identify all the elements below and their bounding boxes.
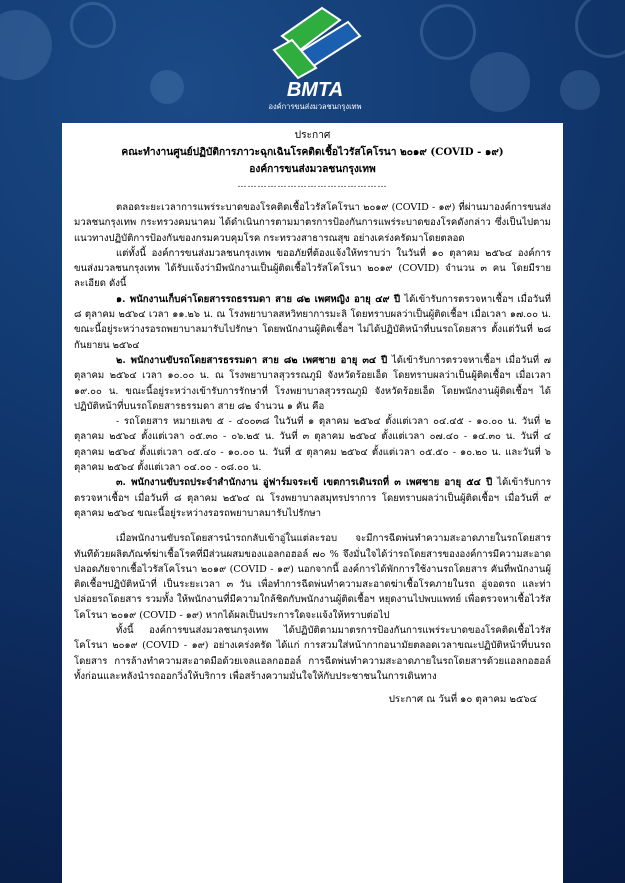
intro-paragraph: ตลอดระยะเวลาการแพร่ระบาดของโรคติดเชื้อไวรัสโคโรนา ๒๐๑๙ (COVID - ๑๙) ที่ผ่านมาองค์การขนส่งมวลชนกรุงเทพ กระทรวงคมนาคม ได้ดำเนินการตามมาตรการป้องกันการแพร่ระบาดของโรคดังกล่าว ซึ่งเป็นไปตามแนวทางปฏิบัติการป้องกันของกรมควบคุมโรค กระทรวงสาธารณสุข อย่างเคร่งครัดมาโดยตลอด bbox=[74, 202, 551, 244]
logo-subtext: องค์การขนส่งมวลชนกรุงเทพ bbox=[268, 102, 362, 111]
case-2-body: ได้เข้ารับการตรวจหาเชื้อฯ เมื่อวันที่ ๗ ตุลาคม ๒๕๖๔ เวลา ๑๐.๐๐ น. ณ โรงพยาบาลสุวรรณภูมิ จังหวัดร้อยเอ็ด โดยทราบผลว่าเป็นผู้ติดเชื้อฯ เมื่อเวลา ๑๙.๐๐ น. ขณะนี้อยู่ระหว่างเข้ารับการรักษาที่ โรงพยาบาลสุวรรณภูมิ จังหวัดร้อยเอ็ด โดยพนักงานผู้ติดเชื้อฯ ได้ปฏิบัติหน้าที่บนรถโดยสารธรรมดา สาย ๘๒ จำนวน ๑ คัน คือ bbox=[74, 354, 551, 412]
virus-icon bbox=[0, 10, 52, 80]
announcement-content bbox=[62, 123, 563, 708]
virus-icon bbox=[470, 52, 530, 112]
dotted-divider: ……………………………………… bbox=[237, 180, 388, 190]
virus-icon bbox=[150, 70, 184, 104]
case-3 bbox=[74, 475, 551, 521]
intro-paragraph-2: แต่ทั้งนี้ องค์การขนส่งมวลชนกรุงเทพ ขออภัยที่ต้องแจ้งให้ทราบว่า ในวันที่ ๑๐ ตุลาคม ๒๕๖๔ องค์การขนส่งมวลชนกรุงเทพ ได้รับแจ้งว่ามีพนักงานเป็นผู้ติดเชื้อไวรัสโคโรนา ๒๐๑๙ (COVID) จำนวน ๓ คน โดยมีรายละเอียด ดังนี้ bbox=[74, 247, 551, 290]
logo-text: BMTA bbox=[286, 79, 344, 101]
measures-paragraph-2: ทั้งนี้ องค์การขนส่งมวลชนกรุงเทพ ได้ปฏิบัติตามมาตรการป้องกันการแพร่ระบาดของโรคติดเชื้อไวรัสโคโรนา ๒๐๑๙ (COVID - ๑๙) อย่างเคร่งครัด ได้แก่ การสวมใส่หน้ากากอนามัยตลอดเวลาขณะปฏิบัติหน้าที่บนรถโดยสาร การล้างทำความสะอาดมือด้วยเจลแอลกอฮอล์ การฉีดพ่นทำความสะอาดภายในรถโดยสารด้วยแอลกอฮอล์ ทั้งก่อนและหลังนำรถออกวิ่งให้บริการ เพื่อสร้างความมั่นใจให้กับประชาชนในการเดินทาง bbox=[74, 625, 551, 682]
virus-icon bbox=[575, 0, 625, 58]
announcement-paper bbox=[62, 123, 563, 883]
signoff-date: ประกาศ ณ วันที่ ๑๐ ตุลาคม ๒๕๖๔ bbox=[388, 694, 537, 706]
doc-subtitle: คณะทำงานศูนย์ปฏิบัติการภาวะฉุกเฉินโรคติดเชื้อไวรัสโคโรนา ๒๐๑๙ (COVID - ๑๙) bbox=[121, 146, 504, 158]
case-2 bbox=[74, 353, 551, 414]
measures-paragraph: เมื่อพนักงานขับรถโดยสารนำรถกลับเข้าอู่ในแต่ละรอบ จะมีการฉีดพ่นทำความสะอาดภายในรถโดยสารทันทีด้วยผลิตภัณฑ์ฆ่าเชื้อโรคที่มีส่วนผสมของแอลกอฮอล์ ๗๐ % จึงมั่นใจได้ว่ารถโดยสารขององค์การมีความสะอาด ปลอดภัยจากเชื้อไวรัสโคโรนา ๒๐๑๙ (COVID - ๑๙) นอกจากนี้ องค์การได้พักการใช้งานรถโดยสาร คันที่พนักงานผู้ติดเชื้อฯปฏิบัติหน้าที่ เป็นระยะเวลา ๓ วัน เพื่อทำการฉีดพ่นทำความสะอาดฆ่าเชื้อโรคภายในรถ อู่จอดรถ และท่าปล่อยรถโดยสาร รวมทั้ง ให้พนักงานที่มีความใกล้ชิดกับพนักงานผู้ติดเชื้อฯ หยุดงานไปพบแพทย์ เพื่อตรวจหาเชื้อไวรัสโคโรนา ๒๐๑๙ (COVID - ๑๙) หากได้ผลเป็นประการใดจะแจ้งให้ทราบต่อไป bbox=[74, 533, 551, 621]
case-2-heading: ๒. พนักงานขับรถโดยสารธรรมดา สาย ๘๒ เพศชาย อายุ ๓๔ ปี bbox=[116, 354, 388, 366]
header-banner bbox=[0, 0, 625, 118]
bmta-logo bbox=[260, 6, 370, 114]
case-2-bus-schedule: - รถโดยสาร หมายเลข ๕ - ๔๐๐๓๘ ในวันที่ ๑ ตุลาคม ๒๕๖๔ ตั้งแต่เวลา ๐๔.๔๕ - ๑๐.๐๐ น. วันที่ ๒ ตุลาคม ๒๕๖๔ ตั้งแต่เวลา ๐๕.๓๐ - ๐๖.๒๕ น. วันที่ ๓ ตุลาคม ๒๕๖๔ ตั้งแต่เวลา ๐๗.๔๐ - ๑๔.๓๐ น. วันที่ ๔ ตุลาคม ๒๕๖๔ ตั้งแต่เวลา ๐๕.๔๐ - ๑๐.๐๐ น. วันที่ ๕ ตุลาคม ๒๕๖๔ ตั้งแต่เวลา ๐๕.๕๐ - ๑๐.๒๐ น. และวันที่ ๖ ตุลาคม ๒๕๖๔ ตั้งแต่เวลา ๐๔.๐๐ - ๐๘.๐๐ น. bbox=[74, 416, 551, 474]
doc-title: ประกาศ bbox=[294, 130, 331, 141]
virus-icon bbox=[70, 2, 116, 48]
virus-icon bbox=[420, 4, 476, 60]
doc-organization: องค์การขนส่งมวลชนกรุงเทพ bbox=[249, 163, 376, 175]
case-3-heading: ๓. พนักงานขับรถประจำสำนักงาน อู่ฟาร์มจระเข้ เขตการเดินรถที่ ๓ เพศชาย อายุ ๕๔ ปี bbox=[116, 477, 493, 489]
case-1 bbox=[74, 292, 551, 353]
case-1-body: ได้เข้ารับการตรวจหาเชื้อฯ เมื่อวันที่ ๘ ตุลาคม ๒๕๖๔ เวลา ๑๑.๒๖ น. ณ โรงพยาบาลสหวิทยาการมะลิ โดยทราบผลว่าเป็นผู้ติดเชื้อฯ เมื่อเวลา ๑๗.๐๐ น. ขณะนี้อยู่ระหว่างรอรถพยาบาลมารับไปรักษา โดยพนักงานผู้ติดเชื้อฯ ไม่ได้ปฏิบัติหน้าที่บนรถโดยสาร ตั้งแต่วันที่ ๒๘ กันยายน ๒๕๖๔ bbox=[74, 293, 551, 351]
case-3-body: ได้เข้ารับการตรวจหาเชื้อฯ เมื่อวันที่ ๘ ตุลาคม ๒๕๖๔ ณ โรงพยาบาลสมุทรปราการ โดยทราบผลว่าเป็นผู้ติดเชื้อฯ เมื่อวันที่ ๙ ตุลาคม ๒๕๖๔ ขณะนี้อยู่ระหว่างรอรถพยาบาลมารับไปรักษา bbox=[74, 477, 551, 519]
paragraph-gap bbox=[74, 521, 551, 531]
virus-icon bbox=[560, 70, 600, 110]
case-1-heading: ๑. พนักงานเก็บค่าโดยสารรถธรรมดา สาย ๘๒ เพศหญิง อายุ ๔๙ ปี bbox=[116, 293, 401, 305]
